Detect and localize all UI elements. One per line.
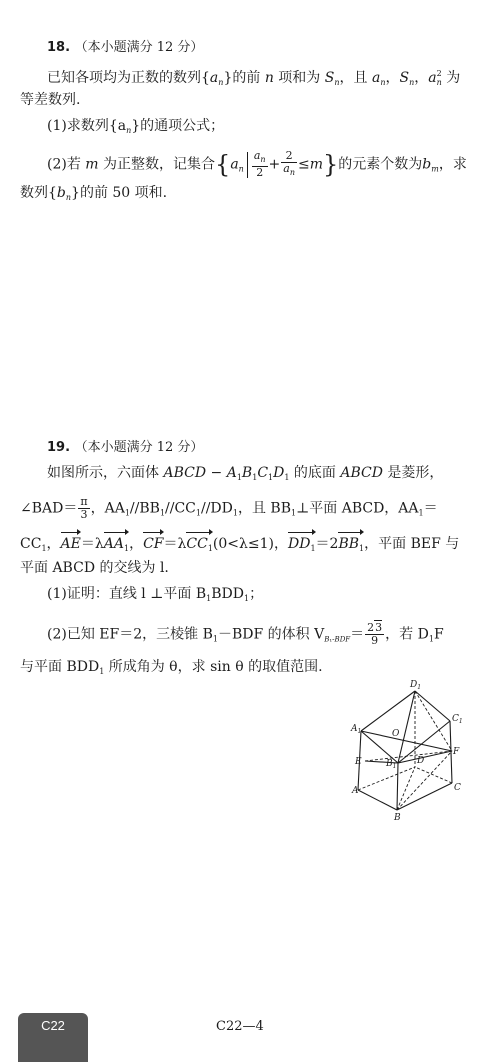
q18-part2: (2)若 m 为正整数，记集合{$a_n$ $\frac{a_n}{2}$ + $\frac{2}{a_n}$ ≤m}的元素个数为$b_m$，求 [47, 149, 467, 179]
q19-heading [47, 438, 203, 458]
label-F: F [453, 747, 460, 757]
q19-line3: $CC_1$，AE＝λAA$_1$，CF＝λCC$_1$(0<λ≤1)，$DD_1=2BB_1$，平面 BEF 与 [20, 532, 459, 559]
section-tab[interactable]: C22 [18, 1013, 88, 1062]
q18-heading [47, 38, 203, 58]
q19-line4: 平面 ABCD 的交线为 l. [20, 560, 169, 576]
label-C: C [454, 783, 461, 793]
label-D: D [417, 756, 425, 766]
q18-intro: 已知各项均为正数的数列$\{a_n\}$的前 n 项和为 $S_n$，且 $a_n$，$S_n$，$a^2_n$ 为 [47, 69, 461, 87]
q19-part2-end: 与平面 $BDD_1$ 所成角为 θ，求 sin θ 的取值范围. [20, 659, 323, 676]
q18-intro-end: 等差数列. [20, 92, 81, 108]
q19-part2: (2)已知 EF＝2，三棱锥 $B_1-BDF$ 的体积 $V_{B_1-BDF}=$ $\frac{23}{9}$ ，若 $D_1F$ [47, 621, 444, 647]
label-D1: $D_1$ [410, 680, 422, 691]
label-C1: $C_1$ [452, 714, 463, 725]
label-B1: $B_1$ [386, 759, 397, 770]
q18-part2-end: 数列$\{b_n\}$的前 50 项和. [20, 185, 168, 202]
q18-score-note: （本小题满分 12 分） [74, 40, 204, 55]
q18-number: 18. [47, 40, 71, 55]
label-O: O [392, 729, 400, 739]
hexahedron-figure [340, 675, 465, 820]
q19-line2: ∠BAD＝ $\frac{\pi}{3}$ ，$AA_1//BB_1//CC_1//DD_1$，且 $BB_1\perp$平面 ABCD，$AA_1=$ [20, 495, 438, 521]
label-A: A [352, 786, 359, 796]
q19-line1: 如图所示，六面体 ABCD − $A_1B_1C_1D_1$ 的底面 ABCD 是菱形， [47, 465, 444, 482]
label-B: B [394, 813, 401, 820]
q19-number: 19. [47, 440, 71, 455]
label-E: E [355, 757, 362, 767]
page-number: C22—4 [216, 1019, 264, 1034]
q18-part1: (1)求数列$\{a_n\}$的通项公式； [47, 118, 225, 135]
q19-part1: (1)证明：直线 l ⊥平面 $B_1BDD_1$； [47, 586, 264, 603]
q19-score-note: （本小题满分 12 分） [74, 440, 204, 455]
label-A1: $A_1$ [351, 724, 362, 735]
